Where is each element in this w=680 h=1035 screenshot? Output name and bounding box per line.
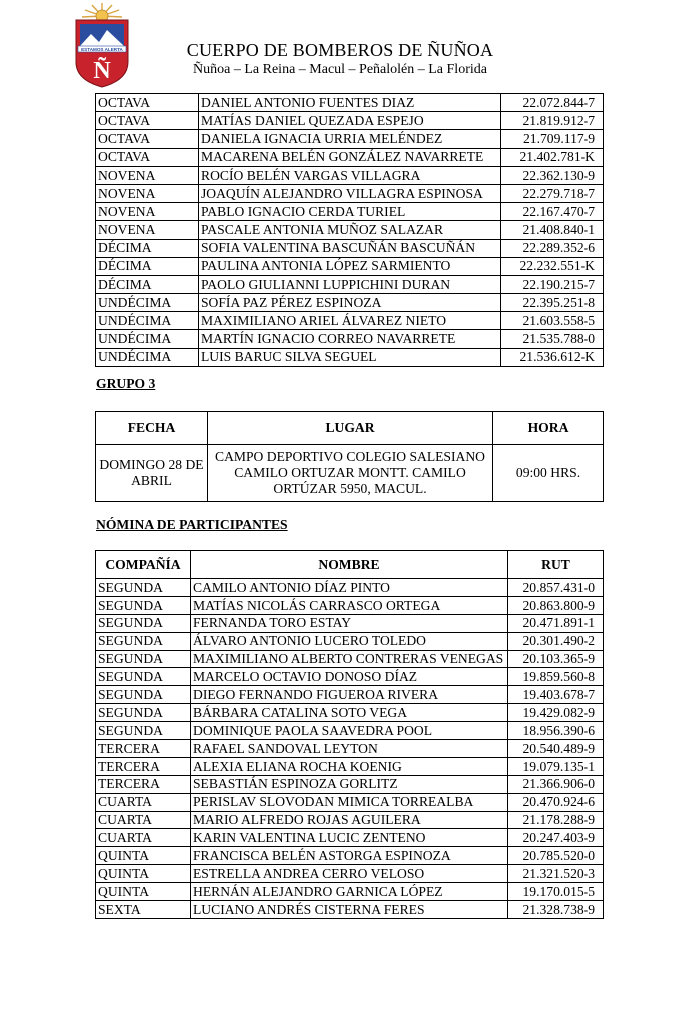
table-row	[96, 650, 604, 668]
name-cell: DIEGO FERNANDO FIGUEROA RIVERA	[191, 686, 508, 704]
rut-cell: 20.247.403-9	[508, 829, 604, 847]
table-row	[96, 94, 604, 112]
fecha-cell: DOMINGO 28 DE ABRIL	[96, 445, 208, 502]
participants-table-body	[96, 579, 604, 919]
table-row	[96, 632, 604, 650]
name-cell: LUCIANO ANDRÉS CISTERNA FERES	[191, 901, 508, 919]
company-cell: SEGUNDA	[96, 722, 191, 740]
table-row	[96, 686, 604, 704]
schedule-header-row	[96, 412, 604, 445]
table-row	[96, 203, 604, 221]
rut-cell: 20.470.924-6	[508, 793, 604, 811]
name-cell: PABLO IGNACIO CERDA TURIEL	[199, 203, 501, 221]
company-cell: DÉCIMA	[96, 275, 199, 293]
rut-cell: 21.819.912-7	[501, 112, 604, 130]
company-cell: DÉCIMA	[96, 257, 199, 275]
company-cell: UNDÉCIMA	[96, 294, 199, 312]
rut-cell: 22.289.352-6	[501, 239, 604, 257]
participants-header-row	[96, 551, 604, 579]
rut-cell: 21.321.520-3	[508, 865, 604, 883]
table-row	[96, 579, 604, 597]
name-cell: SOFIA VALENTINA BASCUÑÁN BASCUÑÁN	[199, 239, 501, 257]
rut-cell: 21.328.738-9	[508, 901, 604, 919]
name-cell: DANIEL ANTONIO FUENTES DIAZ	[199, 94, 501, 112]
table-row	[96, 668, 604, 686]
table-row	[96, 775, 604, 793]
rut-cell: 21.408.840-1	[501, 221, 604, 239]
table-row	[96, 130, 604, 148]
table-row	[96, 112, 604, 130]
fire-department-crest-logo	[73, 2, 131, 88]
company-cell: UNDÉCIMA	[96, 312, 199, 330]
company-cell: SEGUNDA	[96, 596, 191, 614]
table-row	[96, 829, 604, 847]
company-cell: SEXTA	[96, 901, 191, 919]
logo-banner-text: ESTAMOS ALERTA	[81, 46, 123, 52]
rut-cell: 21.178.288-9	[508, 811, 604, 829]
company-cell: SEGUNDA	[96, 632, 191, 650]
table-row	[96, 184, 604, 202]
company-cell: NOVENA	[96, 184, 199, 202]
participants-table	[95, 550, 604, 919]
table-row	[96, 865, 604, 883]
company-cell: TERCERA	[96, 775, 191, 793]
schedule-table	[95, 411, 604, 502]
rut-cell: 20.540.489-9	[508, 740, 604, 758]
name-cell: PASCALE ANTONIA MUÑOZ SALAZAR	[199, 221, 501, 239]
page-subtitle: Ñuñoa – La Reina – Macul – Peñalolén – La Florida	[193, 62, 487, 77]
continuation-table	[95, 93, 604, 367]
lugar-header: LUGAR	[208, 412, 493, 445]
table-row	[96, 294, 604, 312]
rut-cell: 20.785.520-0	[508, 847, 604, 865]
participants-heading: NÓMINA DE PARTICIPANTES	[96, 517, 288, 532]
company-cell: SEGUNDA	[96, 579, 191, 597]
rut-cell: 22.362.130-9	[501, 166, 604, 184]
rut-cell: 18.956.390-6	[508, 722, 604, 740]
name-cell: BÁRBARA CATALINA SOTO VEGA	[191, 704, 508, 722]
name-cell: DOMINIQUE PAOLA SAAVEDRA POOL	[191, 722, 508, 740]
rut-cell: 22.072.844-7	[501, 94, 604, 112]
company-cell: DÉCIMA	[96, 239, 199, 257]
company-cell: OCTAVA	[96, 112, 199, 130]
page-title: CUERPO DE BOMBEROS DE ÑUÑOA	[186, 40, 494, 60]
name-cell: LUIS BARUC SILVA SEGUEL	[199, 348, 501, 366]
company-cell: QUINTA	[96, 847, 191, 865]
name-cell: JOAQUÍN ALEJANDRO VILLAGRA ESPINOSA	[199, 184, 501, 202]
company-cell: SEGUNDA	[96, 668, 191, 686]
rut-cell: 19.403.678-7	[508, 686, 604, 704]
name-cell: MATÍAS DANIEL QUEZADA ESPEJO	[199, 112, 501, 130]
name-cell: RAFAEL SANDOVAL LEYTON	[191, 740, 508, 758]
company-cell: OCTAVA	[96, 148, 199, 166]
rut-cell: 21.709.117-9	[501, 130, 604, 148]
name-cell: MARTÍN IGNACIO CORREO NAVARRETE	[199, 330, 501, 348]
company-cell: CUARTA	[96, 793, 191, 811]
table-row	[96, 722, 604, 740]
table-row	[96, 221, 604, 239]
rut-cell: 20.857.431-0	[508, 579, 604, 597]
table-row	[96, 883, 604, 901]
company-cell: SEGUNDA	[96, 650, 191, 668]
table-row	[96, 596, 604, 614]
rut-cell: 21.535.788-0	[501, 330, 604, 348]
rut-cell: 21.536.612-K	[501, 348, 604, 366]
company-cell: QUINTA	[96, 865, 191, 883]
table-row	[96, 793, 604, 811]
table-row	[96, 257, 604, 275]
name-cell: SOFÍA PAZ PÉREZ ESPINOZA	[199, 294, 501, 312]
hora-header: HORA	[493, 412, 604, 445]
rut-cell: 22.190.215-7	[501, 275, 604, 293]
company-cell: CUARTA	[96, 829, 191, 847]
continuation-table-body	[96, 94, 604, 367]
table-row	[96, 330, 604, 348]
rut-cell: 22.395.251-8	[501, 294, 604, 312]
rut-cell: 19.170.015-5	[508, 883, 604, 901]
rut-cell: 20.863.800-9	[508, 596, 604, 614]
name-cell: HERNÁN ALEJANDRO GARNICA LÓPEZ	[191, 883, 508, 901]
name-cell: FERNANDA TORO ESTAY	[191, 614, 508, 632]
name-cell: PAULINA ANTONIA LÓPEZ SARMIENTO	[199, 257, 501, 275]
rut-cell: 20.471.891-1	[508, 614, 604, 632]
company-cell: UNDÉCIMA	[96, 330, 199, 348]
rut-cell: 21.603.558-5	[501, 312, 604, 330]
table-row	[96, 312, 604, 330]
name-cell: PAOLO GIULIANNI LUPPICHINI DURAN	[199, 275, 501, 293]
company-cell: OCTAVA	[96, 94, 199, 112]
name-cell: KARIN VALENTINA LUCIC ZENTENO	[191, 829, 508, 847]
table-row	[96, 275, 604, 293]
table-row	[96, 901, 604, 919]
rut-cell: 21.402.781-K	[501, 148, 604, 166]
rut-cell: 19.429.082-9	[508, 704, 604, 722]
company-cell: NOVENA	[96, 221, 199, 239]
lugar-cell: CAMPO DEPORTIVO COLEGIO SALESIANO CAMILO ORTUZAR MONTT. CAMILO ORTÚZAR 5950, MACUL.	[208, 445, 493, 502]
table-row	[96, 740, 604, 758]
company-cell: CUARTA	[96, 811, 191, 829]
name-cell: FRANCISCA BELÉN ASTORGA ESPINOZA	[191, 847, 508, 865]
table-row	[96, 704, 604, 722]
table-row	[96, 614, 604, 632]
company-cell: SEGUNDA	[96, 704, 191, 722]
rut-cell: 19.079.135-1	[508, 757, 604, 775]
name-cell: ROCÍO BELÉN VARGAS VILLAGRA	[199, 166, 501, 184]
company-cell: SEGUNDA	[96, 614, 191, 632]
company-cell: SEGUNDA	[96, 686, 191, 704]
table-row	[96, 239, 604, 257]
table-row	[96, 148, 604, 166]
rut-cell: 22.279.718-7	[501, 184, 604, 202]
table-row	[96, 811, 604, 829]
name-cell: MARIO ALFREDO ROJAS AGUILERA	[191, 811, 508, 829]
rut-cell: 19.859.560-8	[508, 668, 604, 686]
name-cell: MAXIMILIANO ALBERTO CONTRERAS VENEGAS	[191, 650, 508, 668]
name-cell: PERISLAV SLOVODAN MIMICA TORREALBA	[191, 793, 508, 811]
company-cell: NOVENA	[96, 166, 199, 184]
rut-header: RUT	[508, 551, 604, 579]
fecha-header: FECHA	[96, 412, 208, 445]
rut-cell: 21.366.906-0	[508, 775, 604, 793]
name-cell: ÁLVARO ANTONIO LUCERO TOLEDO	[191, 632, 508, 650]
nombre-header: NOMBRE	[191, 551, 508, 579]
group-heading: GRUPO 3	[96, 376, 156, 391]
table-row	[96, 757, 604, 775]
rut-cell: 22.167.470-7	[501, 203, 604, 221]
company-cell: TERCERA	[96, 757, 191, 775]
hora-cell: 09:00 HRS.	[493, 445, 604, 502]
company-cell: TERCERA	[96, 740, 191, 758]
name-cell: DANIELA IGNACIA URRIA MELÉNDEZ	[199, 130, 501, 148]
name-cell: ALEXIA ELIANA ROCHA KOENIG	[191, 757, 508, 775]
name-cell: SEBASTIÁN ESPINOZA GORLITZ	[191, 775, 508, 793]
name-cell: CAMILO ANTONIO DÍAZ PINTO	[191, 579, 508, 597]
rut-cell: 22.232.551-K	[501, 257, 604, 275]
table-row	[96, 847, 604, 865]
name-cell: MACARENA BELÉN GONZÁLEZ NAVARRETE	[199, 148, 501, 166]
schedule-row	[96, 445, 604, 502]
company-cell: UNDÉCIMA	[96, 348, 199, 366]
company-cell: OCTAVA	[96, 130, 199, 148]
rut-cell: 20.103.365-9	[508, 650, 604, 668]
name-cell: ESTRELLA ANDREA CERRO VELOSO	[191, 865, 508, 883]
compania-header: COMPAÑÍA	[96, 551, 191, 579]
table-row	[96, 166, 604, 184]
table-row	[96, 348, 604, 366]
rut-cell: 20.301.490-2	[508, 632, 604, 650]
name-cell: MAXIMILIANO ARIEL ÁLVAREZ NIETO	[199, 312, 501, 330]
logo-letter: Ñ	[93, 58, 111, 84]
name-cell: MATÍAS NICOLÁS CARRASCO ORTEGA	[191, 596, 508, 614]
name-cell: MARCELO OCTAVIO DONOSO DÍAZ	[191, 668, 508, 686]
company-cell: QUINTA	[96, 883, 191, 901]
company-cell: NOVENA	[96, 203, 199, 221]
